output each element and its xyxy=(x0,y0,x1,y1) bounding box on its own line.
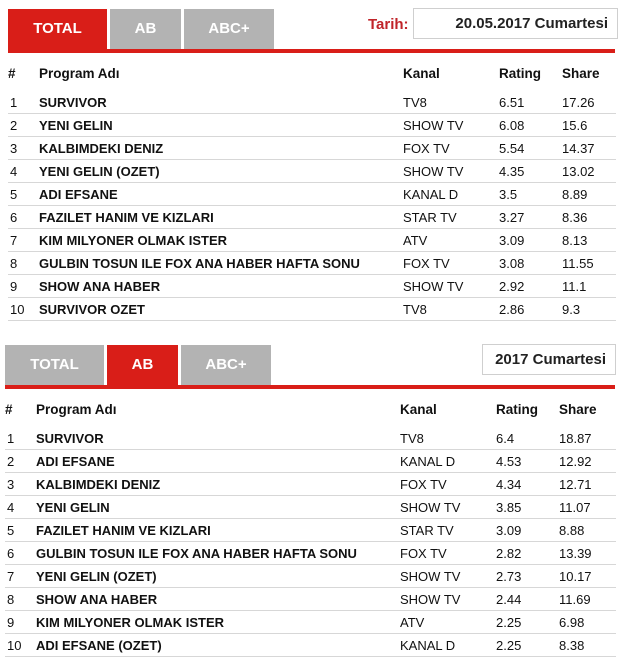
share-cell: 10.17 xyxy=(559,565,616,588)
rank-cell: 8 xyxy=(5,588,36,611)
rating-cell: 3.27 xyxy=(499,206,562,229)
rating-cell: 4.34 xyxy=(496,473,559,496)
table-row xyxy=(8,160,616,183)
channel-cell: SHOW TV xyxy=(403,114,499,137)
rating-cell: 4.53 xyxy=(496,450,559,473)
rank-cell: 4 xyxy=(5,496,36,519)
share-cell: 11.69 xyxy=(559,588,616,611)
channel-cell: FOX TV xyxy=(403,137,499,160)
program-cell: KALBIMDEKI DENIZ xyxy=(36,473,400,496)
col-share-header: Share xyxy=(559,401,597,417)
program-cell: SURVIVOR xyxy=(39,91,403,114)
channel-cell: ATV xyxy=(400,611,496,634)
table-row xyxy=(5,473,616,496)
col-rank-header: # xyxy=(5,401,13,417)
col-share-header: Share xyxy=(562,65,600,81)
program-cell: KIM MILYONER OLMAK ISTER xyxy=(39,229,403,252)
col-rank-header: # xyxy=(8,65,16,81)
col-channel-header: Kanal xyxy=(403,65,440,81)
table-row xyxy=(5,565,616,588)
program-cell: FAZILET HANIM VE KIZLARI xyxy=(36,519,400,542)
tab-abc-plus[interactable]: ABC+ xyxy=(181,345,271,385)
channel-cell: TV8 xyxy=(403,91,499,114)
col-rating-header: Rating xyxy=(496,401,538,417)
table-row xyxy=(5,496,616,519)
share-cell: 18.87 xyxy=(559,427,616,450)
channel-cell: SHOW TV xyxy=(400,565,496,588)
channel-cell: SHOW TV xyxy=(403,160,499,183)
channel-cell: FOX TV xyxy=(403,252,499,275)
table-row xyxy=(8,252,616,275)
share-cell: 11.07 xyxy=(559,496,616,519)
program-cell: FAZILET HANIM VE KIZLARI xyxy=(39,206,403,229)
rank-cell: 2 xyxy=(5,450,36,473)
share-cell: 8.88 xyxy=(559,519,616,542)
ratings-table xyxy=(5,391,616,657)
share-cell: 13.02 xyxy=(562,160,616,183)
share-cell: 12.92 xyxy=(559,450,616,473)
rank-cell: 10 xyxy=(8,298,39,321)
rating-cell: 2.86 xyxy=(499,298,562,321)
date-label: Tarih: xyxy=(368,16,409,33)
rating-cell: 6.08 xyxy=(499,114,562,137)
channel-cell: KANAL D xyxy=(403,183,499,206)
col-program-header: Program Adı xyxy=(36,401,117,417)
table-row xyxy=(8,137,616,160)
share-cell: 12.71 xyxy=(559,473,616,496)
table-header-row xyxy=(8,55,616,91)
share-cell: 8.36 xyxy=(562,206,616,229)
share-cell: 11.55 xyxy=(562,252,616,275)
col-program-header: Program Adı xyxy=(39,65,120,81)
share-cell: 9.3 xyxy=(562,298,616,321)
program-cell: GULBIN TOSUN ILE FOX ANA HABER HAFTA SONU xyxy=(36,542,400,565)
rating-cell: 2.25 xyxy=(496,611,559,634)
table-row xyxy=(5,450,616,473)
program-cell: SURVIVOR OZET xyxy=(39,298,403,321)
channel-cell: TV8 xyxy=(403,298,499,321)
rank-cell: 5 xyxy=(5,519,36,542)
channel-cell: KANAL D xyxy=(400,450,496,473)
date-field[interactable]: 20.05.2017 Cumartesi xyxy=(413,8,618,39)
share-cell: 17.26 xyxy=(562,91,616,114)
rating-cell: 6.4 xyxy=(496,427,559,450)
share-cell: 14.37 xyxy=(562,137,616,160)
rating-cell: 3.85 xyxy=(496,496,559,519)
rank-cell: 2 xyxy=(8,114,39,137)
rating-cell: 3.09 xyxy=(499,229,562,252)
table-row xyxy=(5,611,616,634)
rank-cell: 1 xyxy=(8,91,39,114)
share-cell: 6.98 xyxy=(559,611,616,634)
rating-cell: 3.09 xyxy=(496,519,559,542)
date-field[interactable]: 2017 Cumartesi xyxy=(482,344,616,375)
share-cell: 8.38 xyxy=(559,634,616,657)
rating-cell: 3.5 xyxy=(499,183,562,206)
channel-cell: STAR TV xyxy=(403,206,499,229)
share-cell: 13.39 xyxy=(559,542,616,565)
tab-abc-plus[interactable]: ABC+ xyxy=(184,9,274,49)
rank-cell: 9 xyxy=(8,275,39,298)
table-row xyxy=(8,229,616,252)
rating-cell: 2.92 xyxy=(499,275,562,298)
program-cell: ADI EFSANE xyxy=(36,450,400,473)
share-cell: 15.6 xyxy=(562,114,616,137)
tab-ab[interactable]: AB xyxy=(110,9,181,49)
channel-cell: ATV xyxy=(403,229,499,252)
rank-cell: 6 xyxy=(8,206,39,229)
rank-cell: 7 xyxy=(5,565,36,588)
table-row xyxy=(5,634,616,657)
rating-cell: 3.08 xyxy=(499,252,562,275)
channel-cell: SHOW TV xyxy=(400,496,496,519)
channel-cell: SHOW TV xyxy=(403,275,499,298)
rank-cell: 7 xyxy=(8,229,39,252)
rank-cell: 8 xyxy=(8,252,39,275)
table-row xyxy=(5,542,616,565)
channel-cell: STAR TV xyxy=(400,519,496,542)
table-row xyxy=(5,519,616,542)
channel-cell: FOX TV xyxy=(400,542,496,565)
program-cell: GULBIN TOSUN ILE FOX ANA HABER HAFTA SONU xyxy=(39,252,403,275)
channel-cell: KANAL D xyxy=(400,634,496,657)
program-cell: KIM MILYONER OLMAK ISTER xyxy=(36,611,400,634)
ratings-panel-total xyxy=(0,0,623,325)
table-row xyxy=(8,91,616,114)
table-row xyxy=(5,588,616,611)
rating-cell: 5.54 xyxy=(499,137,562,160)
program-cell: SURVIVOR xyxy=(36,427,400,450)
table-row xyxy=(8,298,616,321)
col-channel-header: Kanal xyxy=(400,401,437,417)
rank-cell: 5 xyxy=(8,183,39,206)
table-row xyxy=(8,275,616,298)
program-cell: KALBIMDEKI DENIZ xyxy=(39,137,403,160)
table-row xyxy=(5,427,616,450)
rating-cell: 2.73 xyxy=(496,565,559,588)
program-cell: ADI EFSANE xyxy=(39,183,403,206)
rating-cell: 6.51 xyxy=(499,91,562,114)
ratings-table xyxy=(8,55,616,321)
channel-cell: FOX TV xyxy=(400,473,496,496)
tab-ab[interactable]: AB xyxy=(107,345,178,385)
rank-cell: 1 xyxy=(5,427,36,450)
rank-cell: 4 xyxy=(8,160,39,183)
share-cell: 11.1 xyxy=(562,275,616,298)
ratings-panel-ab xyxy=(0,336,623,656)
program-cell: ADI EFSANE (OZET) xyxy=(36,634,400,657)
program-cell: YENI GELIN xyxy=(36,496,400,519)
table-header-row xyxy=(5,391,616,427)
rating-cell: 4.35 xyxy=(499,160,562,183)
rank-cell: 3 xyxy=(5,473,36,496)
table-row xyxy=(8,183,616,206)
program-cell: YENI GELIN (OZET) xyxy=(36,565,400,588)
tab-total[interactable]: TOTAL xyxy=(8,9,107,49)
channel-cell: SHOW TV xyxy=(400,588,496,611)
rating-cell: 2.82 xyxy=(496,542,559,565)
rank-cell: 9 xyxy=(5,611,36,634)
tab-underline xyxy=(8,49,615,53)
table-row xyxy=(8,114,616,137)
tab-total[interactable]: TOTAL xyxy=(5,345,104,385)
program-cell: YENI GELIN xyxy=(39,114,403,137)
rating-cell: 2.25 xyxy=(496,634,559,657)
tab-underline xyxy=(5,385,615,389)
program-cell: SHOW ANA HABER xyxy=(39,275,403,298)
rank-cell: 3 xyxy=(8,137,39,160)
share-cell: 8.13 xyxy=(562,229,616,252)
share-cell: 8.89 xyxy=(562,183,616,206)
program-cell: YENI GELIN (OZET) xyxy=(39,160,403,183)
rank-cell: 6 xyxy=(5,542,36,565)
rating-cell: 2.44 xyxy=(496,588,559,611)
table-row xyxy=(8,206,616,229)
channel-cell: TV8 xyxy=(400,427,496,450)
rank-cell: 10 xyxy=(5,634,36,657)
program-cell: SHOW ANA HABER xyxy=(36,588,400,611)
col-rating-header: Rating xyxy=(499,65,541,81)
